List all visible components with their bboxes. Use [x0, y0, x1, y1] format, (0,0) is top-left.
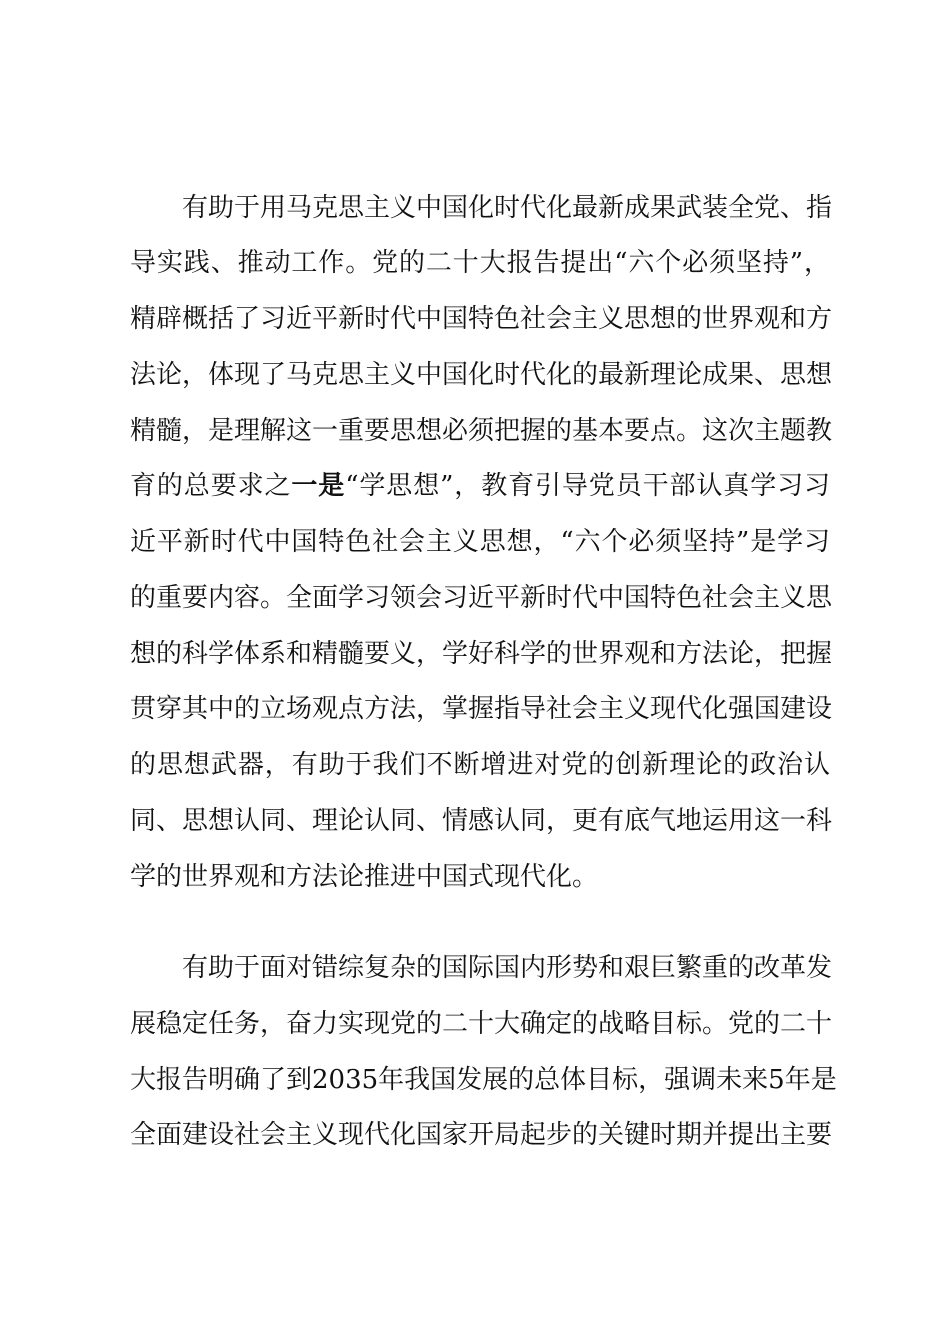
text-line: 大报告明确了到2035年我国发展的总体目标，强调未来5年是 — [130, 1065, 837, 1095]
text-line: 的重要内容。全面学习领会习近平新时代中国特色社会主义思 — [130, 583, 833, 613]
text-line: 展稳定任务，奋力实现党的二十大确定的战略目标。党的二十 — [130, 1009, 833, 1039]
text-line: 导实践、推动工作。党的二十大报告提出“六个必须坚持”， — [130, 248, 830, 278]
text-line: 的思想武器，有助于我们不断增进对党的创新理论的政治认 — [130, 750, 830, 780]
text-line: 学的世界观和方法论推进中国式现代化。 — [130, 862, 599, 892]
text-line: 法论，体现了马克思主义中国化时代化的最新理论成果、思想 — [130, 360, 833, 390]
text-segment: “学思想”，教育引导党员干部认真学习习 — [345, 471, 830, 501]
text-line: 精辟概括了习近平新时代中国特色社会主义思想的世界观和方 — [130, 304, 833, 334]
text-line: 同、思想认同、理论认同、情感认同，更有底气地运用这一科 — [130, 806, 833, 836]
text-segment: 育的总要求之 — [130, 471, 292, 501]
text-line: 贯穿其中的立场观点方法，掌握指导社会主义现代化强国建设 — [130, 694, 833, 724]
text-line: 有助于面对错综复杂的国际国内形势和艰巨繁重的改革发 — [182, 953, 833, 983]
text-line — [130, 468, 830, 504]
text-line: 全面建设社会主义现代化国家开局起步的关键时期并提出主要 — [130, 1120, 833, 1150]
text-line: 近平新时代中国特色社会主义思想，“六个必须坚持”是学习 — [130, 527, 830, 557]
emphasis-text: 一是 — [291, 471, 346, 501]
text-line: 有助于用马克思主义中国化时代化最新成果武装全党、指 — [182, 193, 833, 223]
text-line: 想的科学体系和精髓要义，学好科学的世界观和方法论，把握 — [130, 639, 833, 669]
text-line: 精髓，是理解这一重要思想必须把握的基本要点。这次主题教 — [130, 416, 833, 446]
